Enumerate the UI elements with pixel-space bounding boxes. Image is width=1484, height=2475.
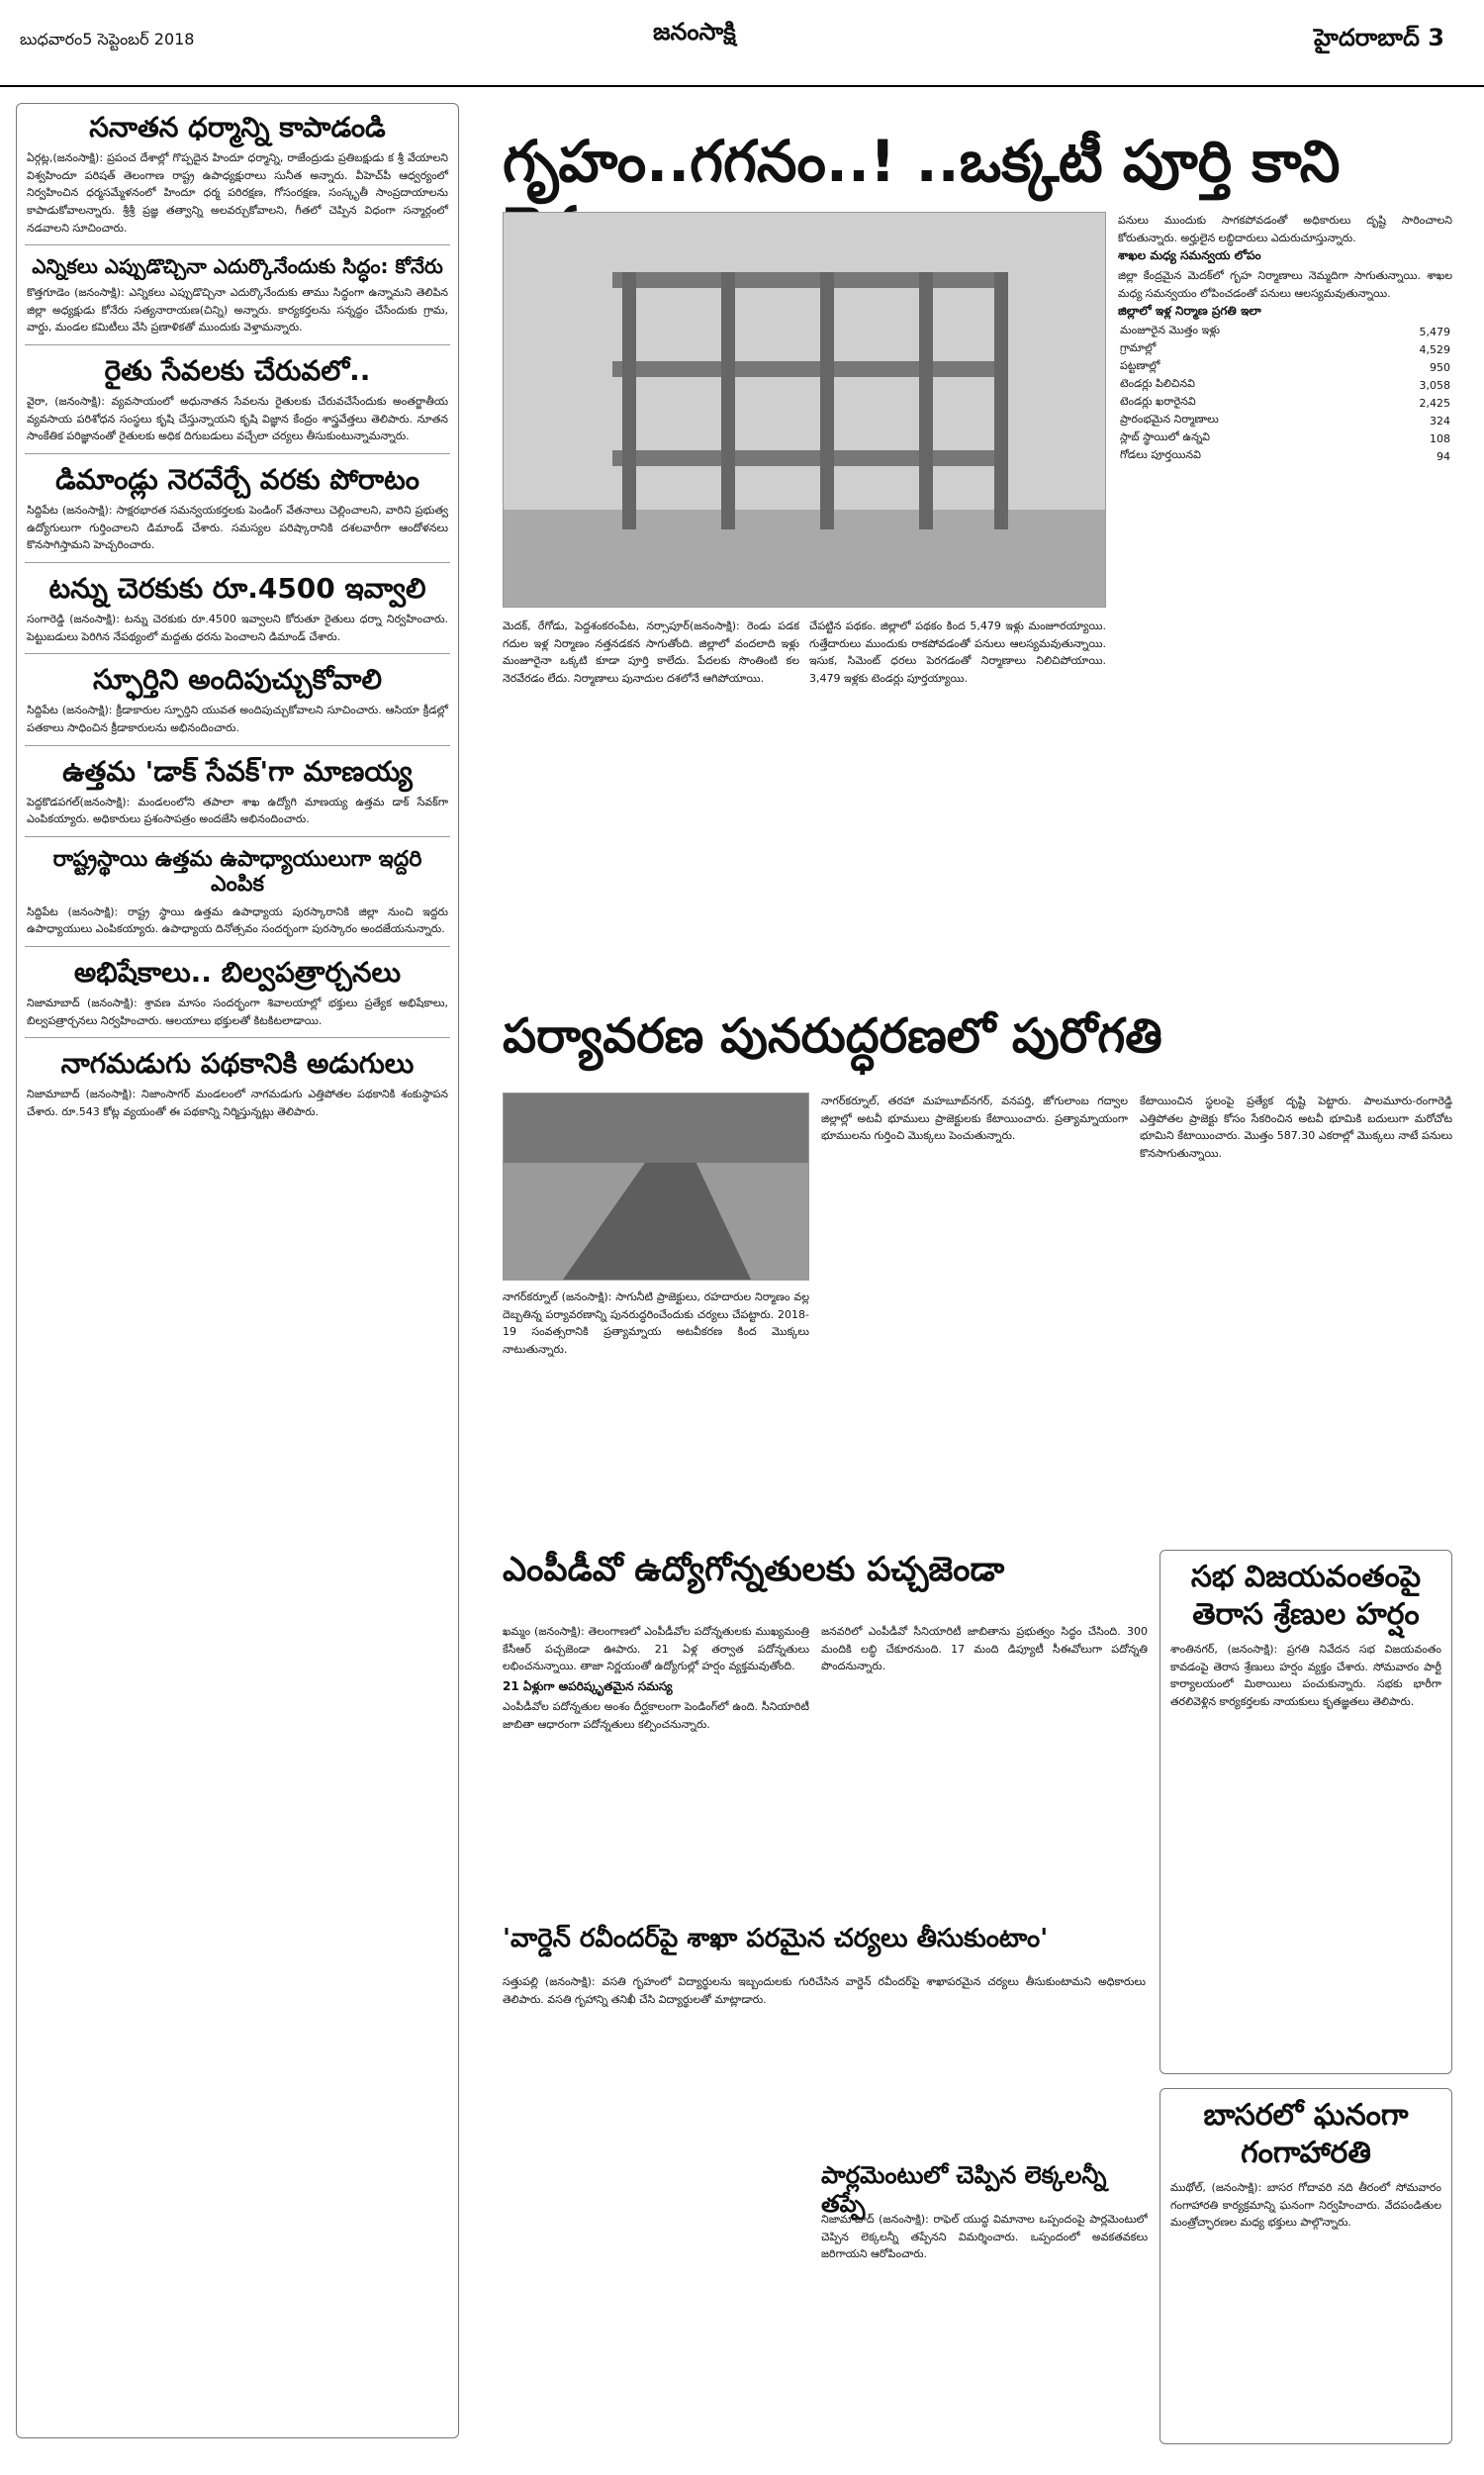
news-headline: అభిషేకాలు.. బిల్వపత్రార్చనలు bbox=[73, 955, 402, 989]
divider bbox=[25, 836, 450, 837]
table-row bbox=[1118, 358, 1452, 376]
news-headline: ఉత్తమ 'డాక్ సేవక్'గా మాణయ్య bbox=[62, 754, 413, 788]
box-headline: బాసరలో ఘనంగా గంగాహారతి bbox=[1203, 2098, 1409, 2170]
news-body: సంగారెడ్డి (జనంసాక్షి): టన్ను చెరకుకు రూ.4500 ఇవ్వాలని కోరుతూ రైతులు ధర్నా నిర్వహించారు. పెట్టుబడులు పెరిగిన నేపథ్యంలో మద్దతు ధరను పెంచాలని డిమాండ్ చేశారు. bbox=[27, 613, 448, 643]
story-text-col: నాగర్‌కర్నూల్ (జనంసాక్షి): సాగునీటి ప్రాజెక్టులు, రహదారుల నిర్మాణం వల్ల దెబ్బతిన్న పర్యావరణాన్ని పునరుద్ధరించేందుకు చర్యలు చేపట్టారు. 2018-19 సంవత్సరానికి ప్రత్యామ్నాయ అటవీకరణ కింద మొక్కలు నాటుతున్నారు. bbox=[503, 1290, 809, 1356]
story-text-col: పనులు ముందుకు సాగకపోవడంతో అధికారులు దృష్టి సారించాలని కోరుతున్నారు. అర్హులైన లబ్ధిదారులు ఎదురుచూస్తున్నారు. bbox=[1118, 214, 1452, 244]
news-headline: స్ఫూర్తిని అందిపుచ్చుకోవాలి bbox=[92, 663, 383, 697]
news-body: సిద్దిపేట (జనంసాక్షి): క్రీడాకారుల స్ఫూర్తిని యువత అందిపుచ్చుకోవాలని సూచించారు. ఆసియా క్రీడల్లో పతకాలు సాధించిన క్రీడాకారులను అభినందించారు. bbox=[27, 704, 448, 735]
news-body: ఏర్గట్ల,(జనంసాక్షి): ప్రపంచ దేశాల్లో గొప్పదైన హిందూ ధర్మాన్ని, రాజేంద్రుడు ప్రతిబక్షుడు క శ్రీ వేయాలని విశ్వహిందూ పరిషత్ తెలంగాణ రాష్ట్ర ఉపాధ్యక్షురాలు సునీత అన్నారు. వీహెచ్‌పీ ఆధ్వర్యంలో నిర్వహించిన ధర్మసమ్మేళనంలో హిందూ ధర్మ పరిరక్షణ, గోసంరక్షణ, సంస్కృతీ సాంప్రదాయాలను కాపాడుకోవాలన్నారు. శ్రీశ్రీ ప్రజ్ఞ తత్వాన్ని అలవర్చుకోవాలని, గీతలో చెప్పిన విధంగా సన్మార్గంలో నడవాలని సూచించారు. bbox=[27, 151, 448, 235]
table-row bbox=[1118, 340, 1452, 358]
table-row bbox=[1118, 323, 1452, 340]
story-text: ఖమ్మం (జనంసాక్షి): తెలంగాణలో ఎంపీడీవోల పదోన్నతులకు ముఖ్యమంత్రి కేసీఆర్ పచ్చజెండా ఊపారు. 21 ఏళ్ల తర్వాత పదోన్నతులు లభించనున్నాయి. తాజా నిర్ణయంతో ఉద్యోగుల్లో హర్షం వ్యక్తమవుతోంది. bbox=[503, 1625, 809, 1673]
page-header bbox=[0, 0, 1484, 89]
main-news-area bbox=[479, 103, 1468, 2458]
stat-label: టెండర్లు పిలిచినవి bbox=[1120, 377, 1195, 391]
news-body: కొత్తగూడెం (జనంసాక్షి): ఎన్నికలు ఎప్పుడొచ్చినా ఎదుర్కొనేందుకు తాము సిద్ధంగా ఉన్నామని తెలిపిన జిల్లా అధ్యక్షుడు కోనేరు సత్యనారాయణ(చిన్ని) అన్నారు. కార్యకర్తలను సన్నద్ధం చేసేందుకు గ్రామ, వార్డు, మండల కమిటీలు వేసి ప్రణాళికతో ముందుకు వెళ్తామన్నారు. bbox=[27, 286, 448, 334]
news-item bbox=[17, 247, 458, 342]
stat-value: 94 bbox=[1437, 449, 1450, 463]
construction-photo bbox=[503, 212, 1106, 608]
building-illustration bbox=[504, 213, 1105, 607]
news-headline: రాష్ట్రస్థాయి ఉత్తమ ఉపాధ్యాయులుగా ఇద్దరి ఎంపిక bbox=[52, 847, 422, 898]
stat-label: గ్రామాల్లో bbox=[1120, 341, 1157, 355]
news-item bbox=[17, 748, 458, 834]
table-row bbox=[1118, 412, 1452, 429]
news-body: నిజామాబాద్ (జనంసాక్షి): శ్రావణ మాసం సందర్భంగా శివాలయాల్లో భక్తులు ప్రత్యేక అభిషేకాలు, బిల్వపత్రార్చనలు నిర్వహించారు. ఆలయాలు భక్తులతో కిటకిటలాడాయి. bbox=[27, 996, 448, 1027]
news-body: నిజామాబాద్ (జనంసాక్షి): నిజాంసాగర్ మండలంలో నాగమడుగు ఎత్తిపోతల పథకానికి శంకుస్థాపన చేశారు. రూ.543 కోట్ల వ్యయంతో ఈ పథకాన్ని నిర్మిస్తున్నట్లు తెలిపారు. bbox=[27, 1088, 448, 1118]
page-city-number: హైదరాబాద్ 3 bbox=[1314, 24, 1444, 51]
story-text-col: నాగర్‌కర్నూల్, తరహా మహబూబ్‌నగర్, వనపర్తి, జోగులాంబ గద్వాల జిల్లాల్లో అటవీ భూములు ప్రాజెక్టులకు కేటాయించారు. ప్రత్యామ్నాయంగా భూములను గుర్తించి మొక్కలు పెంచుతున్నారు. bbox=[821, 1095, 1128, 1143]
warden-headline: 'వార్డెన్ రవీందర్‌పై శాఖా పరమైన చర్యలు తీసుకుంటాం' bbox=[503, 1924, 1049, 1953]
story-text-col: కేటాయించిన స్థలంపై ప్రత్యేక దృష్టి పెట్టారు. పాలమూరు-రంగారెడ్డి ఎత్తిపోతల ప్రాజెక్టు కోసం సేకరించిన అటవీ భూమికి బదులుగా మరోచోట భూమిని కేటాయించారు. మొత్తం 587.30 ఎకరాల్లో మొక్కలు నాటే పనులు కొనసాగుతున్నాయి. bbox=[1140, 1095, 1452, 1160]
news-body: వైరా, (జనంసాక్షి): వ్యవసాయంలో అధునాతన సేవలను రైతులకు చేరువచేసేందుకు అంతర్జాతీయ వ్యవసాయ పరిశోధన సంస్థలు కృషి చేస్తున్నాయని కృషి విజ్ఞాన కేంద్రం శాస్త్రవేత్తలు తెలిపారు. నూతన సాంకేతిక పరిజ్ఞానంతో రైతులకు అధిక దిగుబడులు వచ్చేలా చర్యలు తీసుకుంటున్నామన్నారు. bbox=[27, 395, 448, 443]
environment-headline: పర్యావరణ పునరుద్ధరణలో పురోగతి bbox=[503, 1008, 1162, 1064]
story-subhead: శాఖల మధ్య సమన్వయ లోపం bbox=[1118, 248, 1261, 263]
table-row bbox=[1118, 376, 1452, 394]
divider bbox=[25, 946, 450, 947]
news-headline: సనాతన ధర్మాన్ని కాపాడండి bbox=[89, 111, 386, 143]
news-item bbox=[17, 456, 458, 560]
parliament-headline: పార్లమెంటులో చెప్పిన లెక్కలన్నీ తప్పే bbox=[821, 2161, 1107, 2218]
story-text-col: చేపట్టిన పథకం. జిల్లాలో పథకం కింద 5,479 ఇళ్లు మంజూరయ్యాయి. గుత్తేదారులు ముందుకు రాకపోవడంతో పనులు ఆలస్యమవుతున్నాయి. ఇసుక, సిమెంట్ ధరలు పెరగడంతో నిర్మాణాలు నిలిచిపోయాయి. 3,479 ఇళ్లకు టెండర్లు పూర్తయ్యాయి. bbox=[809, 619, 1106, 685]
stats-title: జిల్లాలో ఇళ్ల నిర్మాణ ప్రగతి ఇలా bbox=[1118, 304, 1261, 319]
stat-value: 950 bbox=[1430, 360, 1450, 374]
story-text: ఎంపీడీవోల పదోన్నతుల అంశం దీర్ఘకాలంగా పెండింగ్‌లో ఉంది. సీనియారిటీ జాబితా ఆధారంగా పదోన్నతులు కల్పించనున్నారు. bbox=[503, 1699, 809, 1731]
news-item bbox=[17, 104, 458, 242]
news-headline: డిమాండ్లు నెరవేర్చే వరకు పోరాటం bbox=[55, 462, 419, 496]
table-row bbox=[1118, 447, 1452, 465]
basara-box bbox=[1159, 2088, 1452, 2444]
table-row bbox=[1118, 429, 1452, 447]
housing-stats-table bbox=[1118, 323, 1452, 465]
news-item bbox=[17, 347, 458, 451]
story-subhead: 21 ఏళ్లుగా అపరిష్కృతమైన సమస్య bbox=[503, 1678, 673, 1693]
stat-label: పట్టణాల్లో bbox=[1120, 359, 1160, 373]
divider bbox=[25, 344, 450, 345]
stat-value: 5,479 bbox=[1419, 325, 1450, 338]
box-headline: సభ విజయవంతంపై తెరాస శ్రేణుల హర్షం bbox=[1190, 1560, 1422, 1632]
divider bbox=[25, 653, 450, 654]
news-item bbox=[17, 1040, 458, 1126]
stat-value: 3,058 bbox=[1419, 378, 1450, 392]
mpdo-text-col bbox=[503, 1623, 809, 1910]
news-headline: ఎన్నికలు ఎప్పుడొచ్చినా ఎదుర్కొనేందుకు సిద్ధం: కోనేరు bbox=[32, 254, 443, 279]
box-body: శాంతినగర్, (జనంసాక్షి): ప్రగతి నివేదన సభ విజయవంతం కావడంపై తెరాస శ్రేణులు హర్షం వ్యక్తం చేశారు. సోమవారం పార్టీ కార్యాలయంలో మిఠాయిలు పంచుకున్నారు. సభకు భారీగా తరలివెళ్లిన కార్యకర్తలకు నాయకులు కృతజ్ఞతలు తెలిపారు. bbox=[1170, 1643, 1441, 1708]
stat-value: 324 bbox=[1430, 414, 1450, 428]
news-item bbox=[17, 949, 458, 1035]
story-text-col: జనవరిలో ఎంపీడీవో సీనియారిటీ జాబితాను ప్రభుత్వం సిద్ధం చేసింది. 300 మందికి లబ్ధి చేకూరనుంది. 17 మంది డిప్యూటీ సీఈవోలుగా పదోన్నతి పొందనున్నారు. bbox=[821, 1625, 1148, 1673]
story-text-col: మెదక్, రేగోడు, పెద్దశంకరంపేట, నర్సాపూర్(జనంసాక్షి): రెండు పడక గదుల ఇళ్ల నిర్మాణం నత్తనడకన సాగుతోంది. జిల్లాలో వందలాది ఇళ్లు మంజూరైనా ఒక్కటి కూడా పూర్తి కాలేదు. పేదలకు సొంతింటి కల నెరవేరడం లేదు. నిర్మాణాలు పునాదుల దశలోనే ఆగిపోయాయి. bbox=[503, 619, 799, 685]
story-text-col: సత్తుపల్లి (జనంసాక్షి): వసతి గృహంలో విద్యార్థులను ఇబ్బందులకు గురిచేసిన వార్డెన్ రవీందర్‌పై శాఖాపరమైన చర్యలు తీసుకుంటామని అధికారులు తెలిపారు. వసతి గృహాన్ని తనిఖీ చేసి విద్యార్థులతో మాట్లాడారు. bbox=[503, 1975, 1146, 2006]
news-headline: టన్ను చెరకుకు రూ.4500 ఇవ్వాలి bbox=[48, 571, 426, 605]
story-text-col: జిల్లా కేంద్రమైన మెదక్‌లో గృహ నిర్మాణాలు నెమ్మదిగా సాగుతున్నాయి. శాఖల మధ్య సమన్వయం లోపించడంతో పనులు ఆలస్యమవుతున్నాయి. bbox=[1118, 269, 1452, 300]
story-text-col: నిజామాబాద్ (జనంసాక్షి): రాఫెల్ యుద్ధ విమానాల ఒప్పందంపై పార్లమెంటులో చెప్పిన లెక్కలన్నీ తప్పేనని విమర్శించారు. ఒప్పందంలో అవకతవకలు జరిగాయని ఆరోపించారు. bbox=[821, 2213, 1148, 2261]
stat-label: ప్రారంభమైన నిర్మాణాలు bbox=[1120, 413, 1219, 427]
stat-label: మంజూరైన మొత్తం ఇళ్లు bbox=[1120, 324, 1221, 337]
lead-headline: గృహం..గగనం..! ..ఒక్కటీ పూర్తి కాని bbox=[503, 128, 1341, 195]
divider bbox=[25, 453, 450, 454]
table-row bbox=[1118, 394, 1452, 412]
divider bbox=[25, 1037, 450, 1038]
road-illustration bbox=[504, 1094, 808, 1280]
stat-label: గోడలు పూర్తయినవి bbox=[1120, 448, 1201, 462]
trs-celebration-box bbox=[1159, 1550, 1452, 2074]
news-item bbox=[17, 839, 458, 944]
masthead-logo: జనంసాక్షి bbox=[653, 18, 736, 46]
news-item bbox=[17, 565, 458, 651]
divider bbox=[25, 244, 450, 245]
stat-value: 4,529 bbox=[1419, 342, 1450, 356]
header-rule bbox=[0, 85, 1484, 87]
news-headline: నాగమడుగు పథకానికి అడుగులు bbox=[60, 1047, 415, 1081]
stat-value: 2,425 bbox=[1419, 396, 1450, 410]
stat-value: 108 bbox=[1430, 431, 1450, 445]
stat-label: స్లాబ్ స్థాయిలో ఉన్నవి bbox=[1120, 430, 1210, 444]
story-sidebar bbox=[1118, 212, 1452, 994]
mpdo-headline: ఎంపీడీవో ఉద్యోగోన్నతులకు పచ్చజెండా bbox=[503, 1550, 1005, 1589]
news-body: సిద్దిపేట (జనంసాక్షి): రాష్ట్ర స్థాయి ఉత్తమ ఉపాధ్యాయ పురస్కారానికి జిల్లా నుంచి ఇద్దరు ఉపాధ్యాయులు ఎంపికయ్యారు. ఉపాధ్యాయ దినోత్సవం సందర్భంగా పురస్కారం అందజేయనున్నారు. bbox=[27, 904, 448, 936]
road-photo bbox=[503, 1093, 809, 1281]
news-headline: రైతు సేవలకు చేరువలో.. bbox=[104, 353, 371, 387]
stat-label: టెండర్లు ఖరారైనవి bbox=[1120, 395, 1196, 409]
news-item bbox=[17, 656, 458, 742]
divider bbox=[25, 562, 450, 563]
divider bbox=[25, 745, 450, 746]
news-body: పెద్దకొడపగల్(జనంసాక్షి): మండలంలోని తపాలా శాఖ ఉద్యోగి మాణయ్య ఉత్తమ డాక్ సేవక్‌గా ఎంపికయ్యారు. అధికారులు ప్రశంసాపత్రం అందజేసి అభినందించారు. bbox=[27, 795, 448, 826]
issue-date: బుధవారం5 సెప్టెంబర్ 2018 bbox=[20, 30, 195, 48]
left-news-column bbox=[16, 103, 459, 2438]
news-body: సిద్దిపేట (జనంసాక్షి): సాక్షరభారత సమన్వయకర్తలకు పెండింగ్ వేతనాలు చెల్లించాలని, వారిని ప్రభుత్వ ఉద్యోగులుగా గుర్తించాలని డిమాండ్ చేశారు. సమస్యల పరిష్కారానికి దశలవారీగా ఆందోళనలు కొనసాగిస్తామని హెచ్చరించారు. bbox=[27, 504, 448, 552]
box-body: ముథోల్, (జనంసాక్షి): బాసర గోదావరి నది తీరంలో సోమవారం గంగాహారతి కార్యక్రమాన్ని ఘనంగా నిర్వహించారు. వేదపండితుల మంత్రోచ్ఛారణల మధ్య భక్తులు పాల్గొన్నారు. bbox=[1170, 2181, 1441, 2230]
